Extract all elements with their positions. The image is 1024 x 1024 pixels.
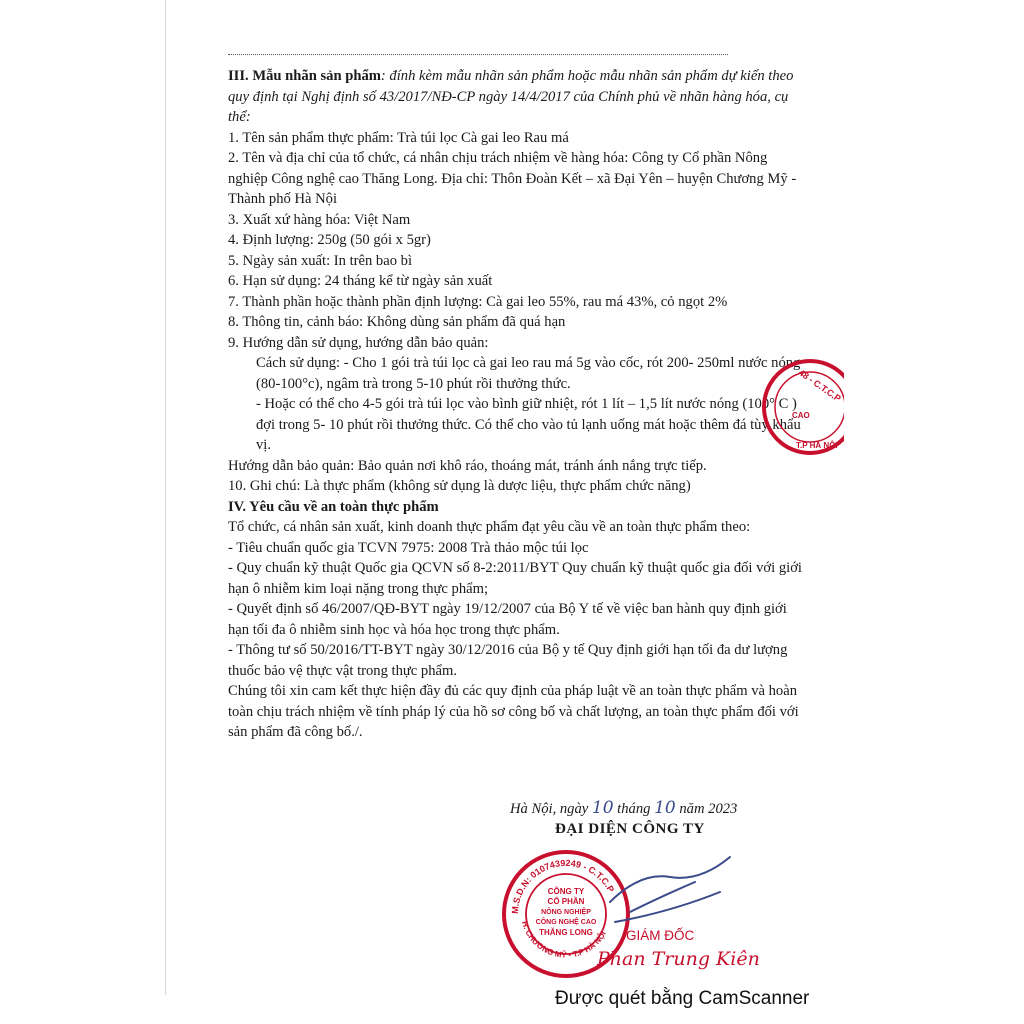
- stamp-line-2: CỔ PHẦN: [547, 897, 585, 906]
- date-year: năm 2023: [675, 801, 738, 817]
- director-title: GIÁM ĐỐC: [626, 928, 695, 943]
- commitment: Chúng tôi xin cam kết thực hiện đầy đủ các quy định của pháp luật về an toàn thực phẩm và hoàn toàn chịu trách nhiệm về tính pháp lý của hồ sơ công bố và chất lượng, an toàn thực phẩm đối với sản phẩm đã công bố./.: [228, 683, 799, 740]
- dotted-separator: [228, 54, 728, 55]
- date-prefix: Hà Nội, ngày: [510, 801, 592, 817]
- date-month: 10: [654, 798, 676, 818]
- section-3-title: III. Mẫu nhãn sản phẩm: [228, 68, 381, 84]
- partial-stamp-icon: [752, 352, 844, 462]
- representative-title: ĐẠI DIỆN CÔNG TY: [555, 821, 705, 837]
- standard-3: - Quyết định số 46/2007/QĐ-BYT ngày 19/12/2007 của Bộ Y tế về việc ban hành quy định giới hạn tối đa ô nhiễm sinh học và hóa học trong thực phẩm.: [228, 601, 787, 638]
- usage-instruction-1: Cách sử dụng: - Cho 1 gói trà túi lọc cà gai leo rau má 5g vào cốc, rót 200- 250ml nước nóng (80-100°c), ngâm trà trong 5-10 phút rồi thưởng thức.: [256, 355, 801, 392]
- item-9: 9. Hướng dẫn sử dụng, hướng dẫn bảo quản:: [228, 334, 489, 351]
- stamp-bottom-text: H. CHƯƠNG MỸ - T.P HÀ NỘI: [519, 920, 608, 960]
- sign-date: [510, 798, 737, 818]
- scan-margin: [0, 0, 165, 1024]
- item-7: 7. Thành phần hoặc thành phần định lượng: Cà gai leo 55%, rau má 43%, cỏ ngọt 2%: [228, 293, 728, 310]
- small-stamp-text-3: T.P HÀ NỘI: [796, 441, 838, 450]
- item-1: 1. Tên sản phẩm thực phẩm: Trà túi lọc Cà gai leo Rau má: [228, 129, 569, 146]
- standard-1: - Tiêu chuẩn quốc gia TCVN 7975: 2008 Trà thảo mộc túi lọc: [228, 539, 589, 556]
- storage-instruction: Hướng dẫn bảo quản: Bảo quản nơi khô ráo, thoáng mát, tránh ánh nắng trực tiếp.: [228, 457, 707, 474]
- camscanner-footer: Được quét bằng CamScanner: [555, 988, 810, 1009]
- item-8: 8. Thông tin, cảnh báo: Không dùng sản phẩm đã quá hạn: [228, 314, 566, 330]
- small-stamp-text-1: 48 - C.T.C.P: [796, 367, 843, 404]
- item-5: 5. Ngày sản xuất: In trên bao bì: [228, 252, 412, 269]
- small-stamp-text-2: CAO: [792, 411, 810, 420]
- item-6: 6. Hạn sử dụng: 24 tháng kể từ ngày sản xuất: [228, 273, 493, 289]
- usage-instruction-2: - Hoặc có thể cho 4-5 gói trà túi lọc vào bình giữ nhiệt, rót 1 lít – 1,5 lít nước nóng (100° C ) đợi trong 5- 10 phút rồi thưởng thức. Có thể cho vào tủ lạnh uống mát hoặc thêm đá tùy khẩu vị.: [256, 396, 801, 453]
- item-10-note: 10. Ghi chú: Là thực phẩm (không sử dụng là dược liệu, thực phẩm chức năng): [228, 478, 691, 494]
- stamp-line-3: NÔNG NGHIỆP: [541, 909, 591, 916]
- stamp-line-4: CÔNG NGHỆ CAO: [535, 919, 597, 926]
- document-body: [228, 66, 804, 743]
- stamp-line-5: THĂNG LONG: [539, 928, 593, 937]
- item-4: 4. Định lượng: 250g (50 gói x 5gr): [228, 232, 431, 248]
- director-name: Phan Trung Kiên: [597, 948, 760, 970]
- date-month-label: tháng: [613, 801, 655, 817]
- signature-stroke-icon: [600, 842, 740, 932]
- standard-2: - Quy chuẩn kỹ thuật Quốc gia QCVN số 8-2:2011/BYT Quy chuẩn kỹ thuật quốc gia đối với giới hạn ô nhiễm kim loại nặng trong thực phẩm;: [228, 560, 802, 597]
- section-3: [228, 66, 804, 128]
- section-3-intro: : đính kèm mẫu nhãn sản phẩm hoặc mẫu nhãn sản phẩm dự kiến theo quy định tại Nghị định số 43/2017/NĐ-CP ngày 14/4/2017 của Chính phủ về nhãn hàng hóa, cụ thể:: [228, 68, 794, 125]
- section-4-intro: Tổ chức, cá nhân sản xuất, kinh doanh thực phẩm đạt yêu cầu về an toàn thực phẩm theo:: [228, 519, 751, 535]
- stamp-line-1: CÔNG TY: [547, 887, 585, 896]
- stamp-ring-text: M.S.D.N: 0107439249 - C.T.C.P: [509, 857, 617, 915]
- date-day: 10: [591, 798, 614, 818]
- svg-text:H. CHƯƠNG MỸ - T.P HÀ NỘI: [520, 920, 608, 960]
- section-4-title: IV. Yêu cầu về an toàn thực phẩm: [228, 498, 439, 515]
- item-2: 2. Tên và địa chỉ của tổ chức, cá nhân chịu trách nhiệm về hàng hóa: Công ty Cổ phần Nông nghiệp Công nghệ cao Thăng Long. Địa chỉ: Thôn Đoàn Kết – xã Đại Yên – huyện Chương Mỹ - Thành phố Hà Nội: [228, 150, 797, 207]
- item-3: 3. Xuất xứ hàng hóa: Việt Nam: [228, 211, 411, 228]
- standard-4: - Thông tư số 50/2016/TT-BYT ngày 30/12/2016 của Bộ y tế Quy định giới hạn tối đa dư lượng thuốc bảo vệ thực vật trong thực phẩm.: [228, 642, 788, 679]
